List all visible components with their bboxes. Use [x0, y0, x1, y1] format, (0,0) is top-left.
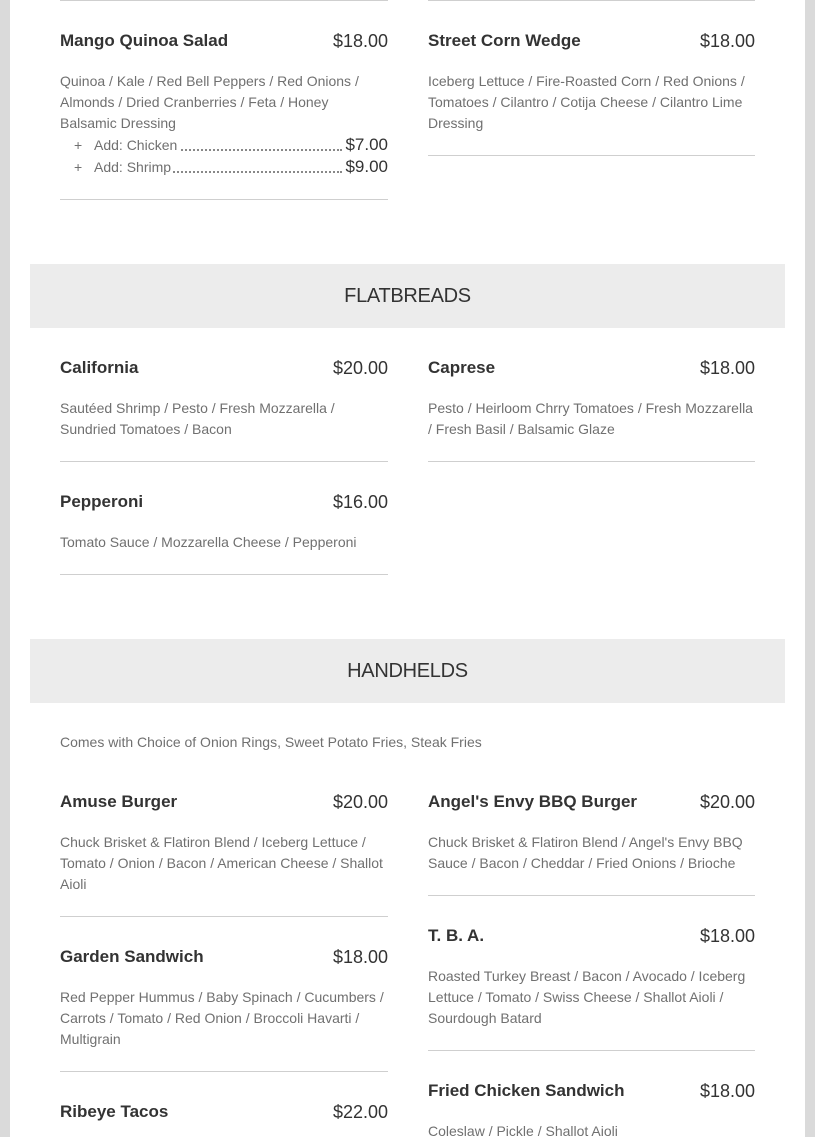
menu-panel [30, 0, 785, 1137]
item-description: Red Pepper Hummus / Baby Spinach / Cucumbers / Carrots / Tomato / Red Onion / Broccoli Havarti / Multigrain [60, 989, 384, 1047]
section-header-handhelds: HANDHELDS [30, 639, 785, 703]
item-name: Street Corn Wedge [428, 31, 581, 50]
item-price: $20.00 [699, 792, 755, 812]
addon-price: $9.00 [345, 157, 388, 176]
item-description: Coleslaw / Pickle / Shallot Aioli [428, 1123, 618, 1137]
item-price: $20.00 [332, 792, 388, 812]
dot-leader [170, 163, 342, 173]
item-price: $18.00 [699, 1081, 755, 1101]
item-price: $18.00 [332, 947, 388, 967]
menu-item-california [60, 358, 388, 468]
menu-item-mango-quinoa-salad [60, 31, 388, 201]
divider [60, 199, 388, 200]
item-name: Amuse Burger [60, 792, 178, 811]
item-name: Garden Sandwich [60, 947, 204, 966]
dot-leader [174, 141, 342, 151]
item-price: $16.00 [332, 492, 388, 512]
item-description: Iceberg Lettuce / Fire-Roasted Corn / Red Onions / Tomatoes / Cilantro / Cotija Cheese / Cilantro Lime Dressing [428, 73, 745, 131]
menu-item-fried-chicken-sandwich [428, 1081, 755, 1137]
item-price: $18.00 [699, 31, 755, 51]
divider [428, 461, 755, 462]
menu-item-ribeye-tacos [60, 1102, 388, 1137]
item-price: $22.00 [332, 1102, 388, 1122]
menu-item-garden-sandwich [60, 947, 388, 1077]
item-price: $18.00 [332, 31, 388, 51]
item-description: Sautéed Shrimp / Pesto / Fresh Mozzarella / Sundried Tomatoes / Bacon [60, 400, 335, 437]
item-price: $18.00 [699, 358, 755, 378]
item-name: T. B. A. [428, 926, 485, 945]
item-name: Ribeye Tacos [60, 1102, 169, 1121]
item-name: Caprese [428, 358, 496, 377]
divider [428, 155, 755, 156]
addon-label: Add: Shrimp [94, 159, 172, 175]
menu-item-pepperoni [60, 492, 388, 582]
menu-item-street-corn-wedge [428, 31, 755, 161]
item-description: Pesto / Heirloom Chrry Tomatoes / Fresh Mozzarella / Fresh Basil / Balsamic Glaze [428, 400, 753, 437]
menu-item-angels-envy-bbq-burger [428, 792, 755, 902]
addon-shrimp [60, 159, 388, 181]
item-description: Chuck Brisket & Flatiron Blend / Angel's Envy BBQ Sauce / Bacon / Cheddar / Fried Onions / Brioche [428, 834, 743, 871]
item-name: Fried Chicken Sandwich [428, 1081, 625, 1100]
plus-icon: + [74, 159, 83, 175]
section-note: Comes with Choice of Onion Rings, Sweet Potato Fries, Steak Fries [60, 734, 482, 750]
item-description: Quinoa / Kale / Red Bell Peppers / Red Onions / Almonds / Dried Cranberries / Feta / Honey Balsamic Dressing [60, 73, 359, 131]
item-description: Tomato Sauce / Mozzarella Cheese / Pepperoni [60, 534, 357, 550]
divider [428, 895, 755, 896]
item-name: Pepperoni [60, 492, 144, 511]
item-name: Mango Quinoa Salad [60, 31, 229, 50]
menu-item-caprese [428, 358, 755, 468]
item-price: $18.00 [699, 926, 755, 946]
addon-chicken [60, 137, 388, 159]
addon-price: $7.00 [345, 135, 388, 154]
plus-icon: + [74, 137, 83, 153]
item-description: Roasted Turkey Breast / Bacon / Avocado / Iceberg Lettuce / Tomato / Swiss Cheese / Shallot Aioli / Sourdough Batard [428, 968, 746, 1026]
item-name: California [60, 358, 139, 377]
section-header-flatbreads: FLATBREADS [30, 264, 785, 328]
divider [60, 574, 388, 575]
divider [428, 1050, 755, 1051]
menu-item-tba [428, 926, 755, 1056]
divider [60, 461, 388, 462]
divider [60, 1071, 388, 1072]
addon-label: Add: Chicken [94, 137, 178, 153]
item-price: $20.00 [332, 358, 388, 378]
divider [60, 0, 388, 1]
item-description: Chuck Brisket & Flatiron Blend / Iceberg Lettuce / Tomato / Onion / Bacon / American Cheese / Shallot Aioli [60, 834, 383, 892]
menu-item-amuse-burger [60, 792, 388, 922]
divider [428, 0, 755, 1]
divider [60, 916, 388, 917]
item-name: Angel's Envy BBQ Burger [428, 792, 638, 811]
page-background [10, 0, 805, 1137]
